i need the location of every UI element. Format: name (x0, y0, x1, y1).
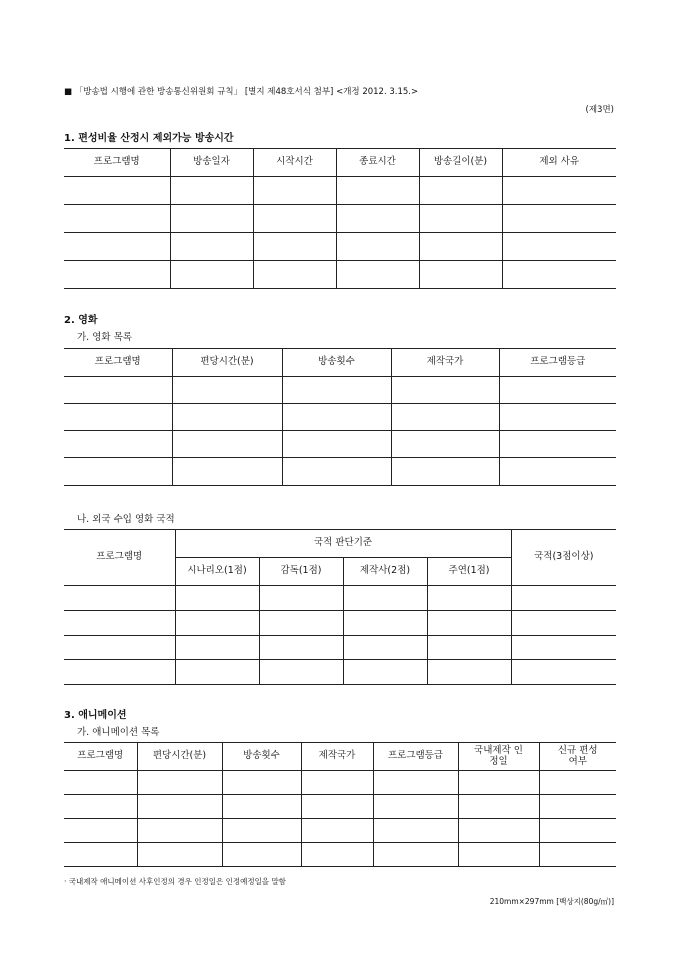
cell[interactable] (137, 819, 222, 843)
cell[interactable] (172, 377, 282, 404)
cell[interactable] (222, 771, 301, 795)
table-row (64, 261, 616, 289)
cell[interactable] (458, 819, 539, 843)
cell[interactable] (64, 771, 137, 795)
cell[interactable] (511, 586, 616, 611)
col-scenario: 시나리오(1점) (175, 558, 259, 586)
table-row (64, 404, 616, 431)
cell[interactable] (499, 404, 616, 431)
table-row (64, 233, 616, 261)
cell[interactable] (419, 205, 502, 233)
col-director: 감독(1점) (259, 558, 343, 586)
cell[interactable] (336, 233, 419, 261)
cell[interactable] (175, 611, 259, 636)
table-row (64, 660, 616, 685)
cell[interactable] (64, 819, 137, 843)
cell[interactable] (64, 611, 175, 636)
subsection-animation-list: 가. 애니메이션 목록 (77, 727, 160, 738)
cell[interactable] (499, 377, 616, 404)
col-broadcast-date: 방송일자 (170, 149, 253, 177)
cell[interactable] (64, 177, 170, 205)
cell[interactable] (301, 843, 373, 867)
cell[interactable] (64, 261, 170, 289)
cell[interactable] (502, 261, 616, 289)
cell[interactable] (282, 458, 391, 486)
cell[interactable] (427, 611, 511, 636)
paper-spec: 210mm×297mm [백상지(80g/㎡)] (489, 897, 614, 906)
cell[interactable] (282, 404, 391, 431)
table-row (64, 431, 616, 458)
table-row (64, 819, 616, 843)
cell[interactable] (343, 636, 427, 660)
cell[interactable] (458, 795, 539, 819)
cell[interactable] (427, 586, 511, 611)
col-program-name: 프로그램명 (64, 743, 137, 771)
col-broadcast-count: 방송횟수 (282, 349, 391, 377)
table-row (64, 843, 616, 867)
col-rating: 프로그램등급 (373, 743, 458, 771)
section-3-title: 3. 애니메이션 (64, 710, 127, 721)
cell[interactable] (259, 636, 343, 660)
cell[interactable] (458, 843, 539, 867)
cell[interactable] (175, 636, 259, 660)
cell[interactable] (419, 177, 502, 205)
movie-list-table (64, 348, 616, 486)
col-broadcast-count: 방송횟수 (222, 743, 301, 771)
col-lead-actor: 주연(1점) (427, 558, 511, 586)
col-rating: 프로그램등급 (499, 349, 616, 377)
excluded-time-table (64, 148, 616, 289)
cell[interactable] (502, 205, 616, 233)
cell[interactable] (175, 586, 259, 611)
cell[interactable] (259, 611, 343, 636)
cell[interactable] (419, 233, 502, 261)
cell[interactable] (222, 795, 301, 819)
cell[interactable] (64, 636, 175, 660)
table-row (64, 205, 616, 233)
cell[interactable] (64, 233, 170, 261)
cell[interactable] (259, 586, 343, 611)
cell[interactable] (137, 843, 222, 867)
cell[interactable] (253, 233, 336, 261)
table-row (64, 636, 616, 660)
cell[interactable] (172, 431, 282, 458)
cell[interactable] (511, 660, 616, 685)
cell[interactable] (373, 843, 458, 867)
cell[interactable] (391, 431, 499, 458)
cell[interactable] (502, 233, 616, 261)
table-row (64, 377, 616, 404)
col-start-time: 시작시간 (253, 149, 336, 177)
col-runtime: 편당시간(분) (137, 743, 222, 771)
cell[interactable] (301, 795, 373, 819)
cell[interactable] (343, 586, 427, 611)
cell[interactable] (502, 177, 616, 205)
subsection-foreign-nationality: 나. 외국 수입 영화 국적 (77, 514, 175, 525)
cell[interactable] (137, 771, 222, 795)
table-row (64, 611, 616, 636)
cell[interactable] (419, 261, 502, 289)
col-program-name: 프로그램명 (64, 530, 175, 586)
table-row (64, 177, 616, 205)
cell[interactable] (301, 819, 373, 843)
cell[interactable] (170, 233, 253, 261)
cell[interactable] (170, 177, 253, 205)
col-group-criteria: 국적 판단기준 (175, 530, 511, 558)
cell[interactable] (253, 205, 336, 233)
col-duration: 방송길이(분) (419, 149, 502, 177)
cell[interactable] (259, 660, 343, 685)
cell[interactable] (391, 458, 499, 486)
col-country: 제작국가 (301, 743, 373, 771)
cell[interactable] (64, 431, 172, 458)
col-domestic-approval-date: 국내제작 인정일 (458, 743, 539, 771)
subsection-movie-list: 가. 영화 목록 (77, 332, 132, 343)
col-producer: 제작사(2점) (343, 558, 427, 586)
cell[interactable] (64, 795, 137, 819)
cell[interactable] (539, 771, 616, 795)
cell[interactable] (222, 843, 301, 867)
col-program-name: 프로그램명 (64, 149, 170, 177)
cell[interactable] (336, 205, 419, 233)
col-end-time: 종료시간 (336, 149, 419, 177)
cell[interactable] (64, 205, 170, 233)
cell[interactable] (391, 377, 499, 404)
cell[interactable] (253, 177, 336, 205)
table-row (64, 795, 616, 819)
col-country: 제작국가 (391, 349, 499, 377)
cell[interactable] (301, 771, 373, 795)
cell[interactable] (170, 205, 253, 233)
cell[interactable] (539, 795, 616, 819)
page-number: (제3면) (585, 105, 614, 115)
footnote: · 국내제작 애니메이션 사후인정의 경우 인정일은 인정예정일을 말함 (64, 877, 286, 886)
cell[interactable] (343, 660, 427, 685)
cell[interactable] (458, 771, 539, 795)
cell[interactable] (172, 404, 282, 431)
section-1-title: 1. 편성비율 산정시 제외가능 방송시간 (64, 133, 234, 144)
cell[interactable] (222, 819, 301, 843)
cell[interactable] (64, 377, 172, 404)
cell[interactable] (373, 819, 458, 843)
cell[interactable] (427, 660, 511, 685)
cell[interactable] (282, 377, 391, 404)
cell[interactable] (427, 636, 511, 660)
col-exclusion-reason: 제외 사유 (502, 149, 616, 177)
cell[interactable] (64, 586, 175, 611)
cell[interactable] (373, 771, 458, 795)
cell[interactable] (137, 795, 222, 819)
cell[interactable] (253, 261, 336, 289)
cell[interactable] (511, 636, 616, 660)
cell[interactable] (511, 611, 616, 636)
table-row (64, 458, 616, 486)
cell[interactable] (282, 431, 391, 458)
cell[interactable] (539, 819, 616, 843)
cell[interactable] (170, 261, 253, 289)
cell[interactable] (499, 458, 616, 486)
cell[interactable] (343, 611, 427, 636)
cell[interactable] (175, 660, 259, 685)
animation-list-table (64, 742, 616, 867)
cell[interactable] (499, 431, 616, 458)
section-2-title: 2. 영화 (64, 315, 98, 326)
cell[interactable] (172, 458, 282, 486)
cell[interactable] (64, 458, 172, 486)
cell[interactable] (336, 177, 419, 205)
cell[interactable] (64, 660, 175, 685)
foreign-nationality-table (64, 529, 616, 685)
cell[interactable] (64, 404, 172, 431)
form-header: ■ 「방송법 시행에 관한 방송통신위원회 규칙」 [별지 제48호서식 첨부] <개정 2012. 3.15.> (64, 87, 419, 97)
cell[interactable] (373, 795, 458, 819)
col-program-name: 프로그램명 (64, 349, 172, 377)
col-runtime: 편당시간(분) (172, 349, 282, 377)
col-nationality: 국적(3점이상) (511, 530, 616, 586)
table-row (64, 586, 616, 611)
table-row (64, 771, 616, 795)
cell[interactable] (391, 404, 499, 431)
col-new-schedule: 신규 편성 여부 (539, 743, 616, 771)
cell[interactable] (539, 843, 616, 867)
cell[interactable] (336, 261, 419, 289)
cell[interactable] (64, 843, 137, 867)
